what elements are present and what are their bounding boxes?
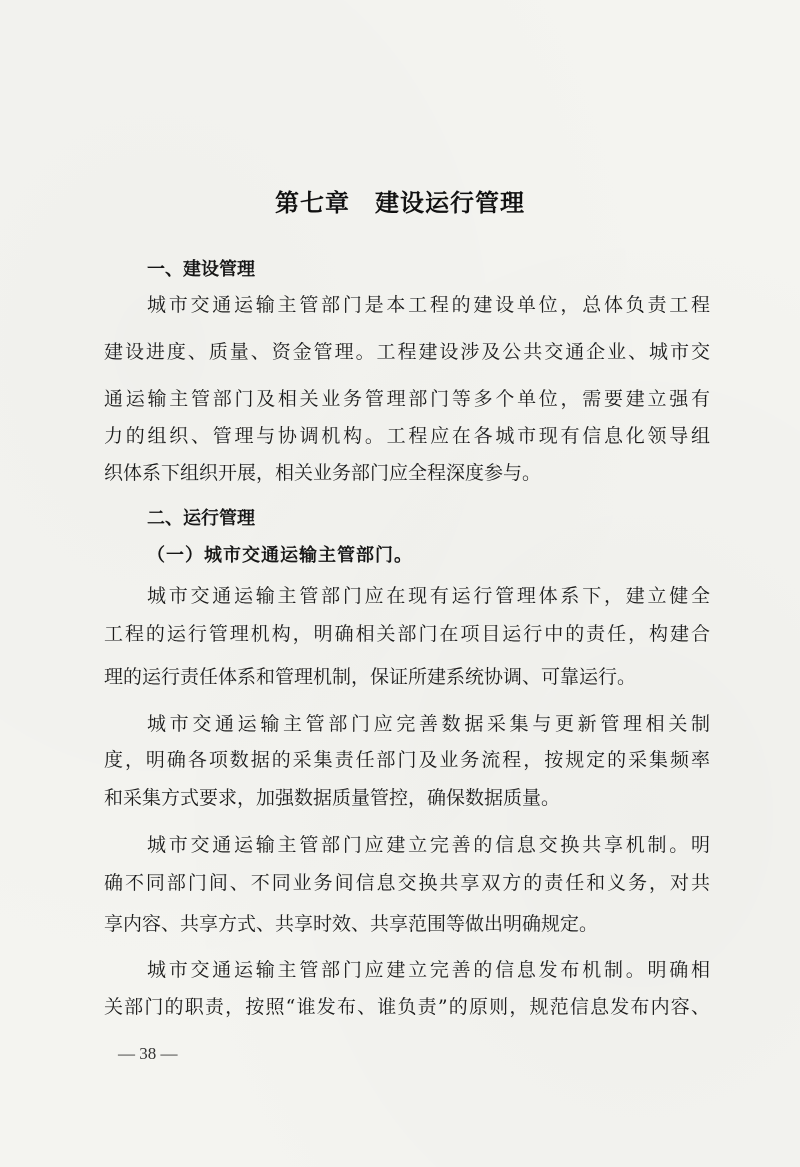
text-line: 力的组织、管理与协调机构。工程应在各城市现有信息化领导组 — [104, 425, 710, 447]
text-line: 城市交通运输主管部门应建立完善的信息交换共享机制。明 — [147, 834, 710, 856]
text-line: 城市交通运输主管部门是本工程的建设单位，总体负责工程 — [147, 294, 710, 316]
text-line: 织体系下组织开展，相关业务部门应全程深度参与。 — [104, 462, 542, 484]
subsection-heading-transport-authority: （一）城市交通运输主管部门。 — [147, 545, 413, 566]
chapter-title: 第七章 建设运行管理 — [275, 189, 525, 217]
text-line: 城市交通运输主管部门应完善数据采集与更新管理相关制 — [147, 713, 710, 735]
page-number: — 38 — — [118, 1044, 178, 1063]
text-line: 和采集方式要求，加强数据质量管控，确保数据质量。 — [104, 787, 561, 809]
text-line: 城市交通运输主管部门应在现有运行管理体系下，建立健全 — [147, 585, 710, 607]
text-line: 度，明确各项数据的采集责任部门及业务流程，按规定的采集频率 — [104, 749, 710, 771]
text-line: 城市交通运输主管部门应建立完善的信息发布机制。明确相 — [147, 959, 710, 981]
text-line: 建设进度、质量、资金管理。工程建设涉及公共交通企业、城市交 — [104, 341, 710, 363]
text-line: 理的运行责任体系和管理机制，保证所建系统协调、可靠运行。 — [104, 666, 637, 688]
text-line: 工程的运行管理机构，明确相关部门在项目运行中的责任，构建合 — [104, 623, 710, 645]
section-heading-construction: 一、建设管理 — [147, 259, 255, 280]
text-line: 确不同部门间、不同业务间信息交换共享双方的责任和义务，对共 — [104, 872, 710, 894]
text-line: 通运输主管部门及相关业务管理部门等多个单位，需要建立强有 — [104, 388, 710, 410]
section-heading-operation: 二、运行管理 — [147, 508, 255, 529]
text-line: 关部门的职责，按照“谁发布、谁负责”的原则，规范信息发布内容、 — [104, 996, 710, 1018]
text-line: 享内容、共享方式、共享时效、共享范围等做出明确规定。 — [104, 913, 599, 935]
